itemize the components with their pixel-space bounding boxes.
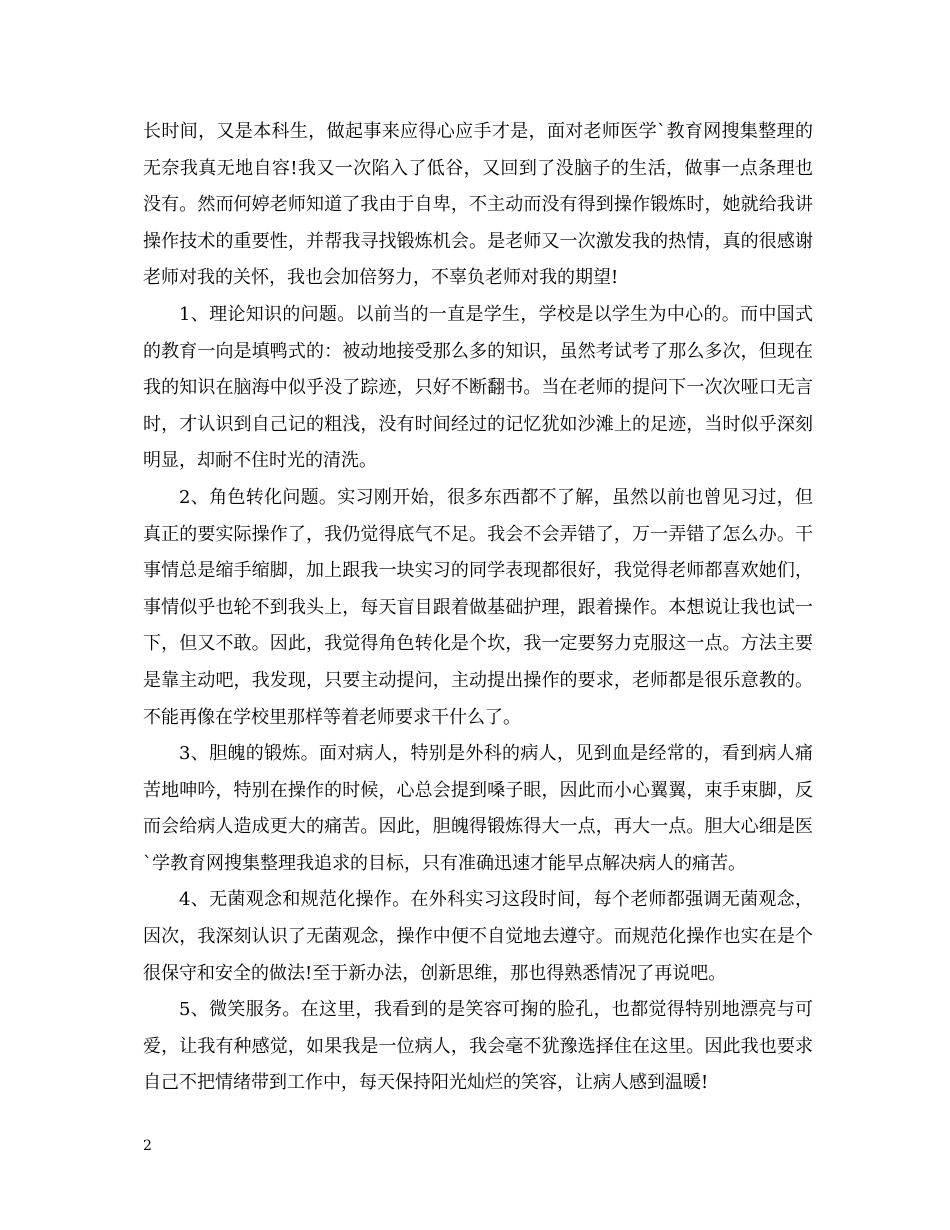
paragraph-aseptic-concept: 4、无菌观念和规范化操作。在外科实习这段时间，每个老师都强调无菌观念，因次，我深刻认识了无菌观念，操作中便不自觉地去遵守。而规范化操作也实在是个很保守和安全的做法!至于新办法，创新思维，那也得熟悉情况了再说吧。 (143, 889, 813, 984)
paragraph-smile-service: 5、微笑服务。在这里，我看到的是笑容可掬的脸孔，也都觉得特别地漂亮与可爱，让我有种感觉，如果我是一位病人，我会毫不犹豫选择住在这里。因此我也要求自己不把情绪带到工作中，每天保持阳光灿烂的笑容，让病人感到温暖! (143, 999, 813, 1094)
paragraph-theory-knowledge: 1、理论知识的问题。以前当的一直是学生，学校是以学生为中心的。而中国式的教育一向是填鸭式的：被动地接受那么多的知识，虽然考试考了那么多次，但现在我的知识在脑海中似乎没了踪迹，只好不断翻书。当在老师的提问下一次次哑口无言时，才认识到自己记的粗浅，没有时间经过的记忆犹如沙滩上的足迹，当时似乎深刻明显，却耐不住时光的清洗。 (143, 303, 813, 472)
document-body (143, 114, 813, 1102)
paragraph-role-transition: 2、角色转化问题。实习刚开始，很多东西都不了解，虽然以前也曾见习过，但真正的要实际操作了，我仍觉得底气不足。我会不会弄错了，万一弄错了怎么办。干事情总是缩手缩脚，加上跟我一块实习的同学表现都很好，我觉得老师都喜欢她们，事情似乎也轮不到我头上，每天盲目跟着做基础护理，跟着操作。本想说让我也试一下，但又不敢。因此，我觉得角色转化是个坎，我一定要努力克服这一点。方法主要是靠主动吧，我发现，只要主动提问，主动提出操作的要求，老师都是很乐意教的。不能再像在学校里那样等着老师要求干什么了。 (143, 486, 813, 728)
paragraph-courage-training: 3、胆魄的锻炼。面对病人，特别是外科的病人，见到血是经常的，看到病人痛苦地呻吟，特别在操作的时候，心总会提到嗓子眼，因此而小心翼翼，束手束脚，反而会给病人造成更大的痛苦。因此，胆魄得锻炼得大一点，再大一点。胆大心细是医`学教育网搜集整理我追求的目标，只有准确迅速才能早点解决病人的痛苦。 (143, 743, 813, 874)
paragraph-continuation: 长时间，又是本科生，做起事来应得心应手才是，面对老师医学`教育网搜集整理的无奈我真无地自容!我又一次陷入了低谷，又回到了没脑子的生活，做事一点条理也没有。然而何婷老师知道了我由于自卑，不主动而没有得到操作锻炼时，她就给我讲操作技术的重要性，并帮我寻找锻炼机会。是老师又一次激发我的热情，真的很感谢老师对我的关怀，我也会加倍努力，不辜负老师对我的期望! (143, 121, 813, 289)
page-number: 2 (143, 1138, 152, 1154)
